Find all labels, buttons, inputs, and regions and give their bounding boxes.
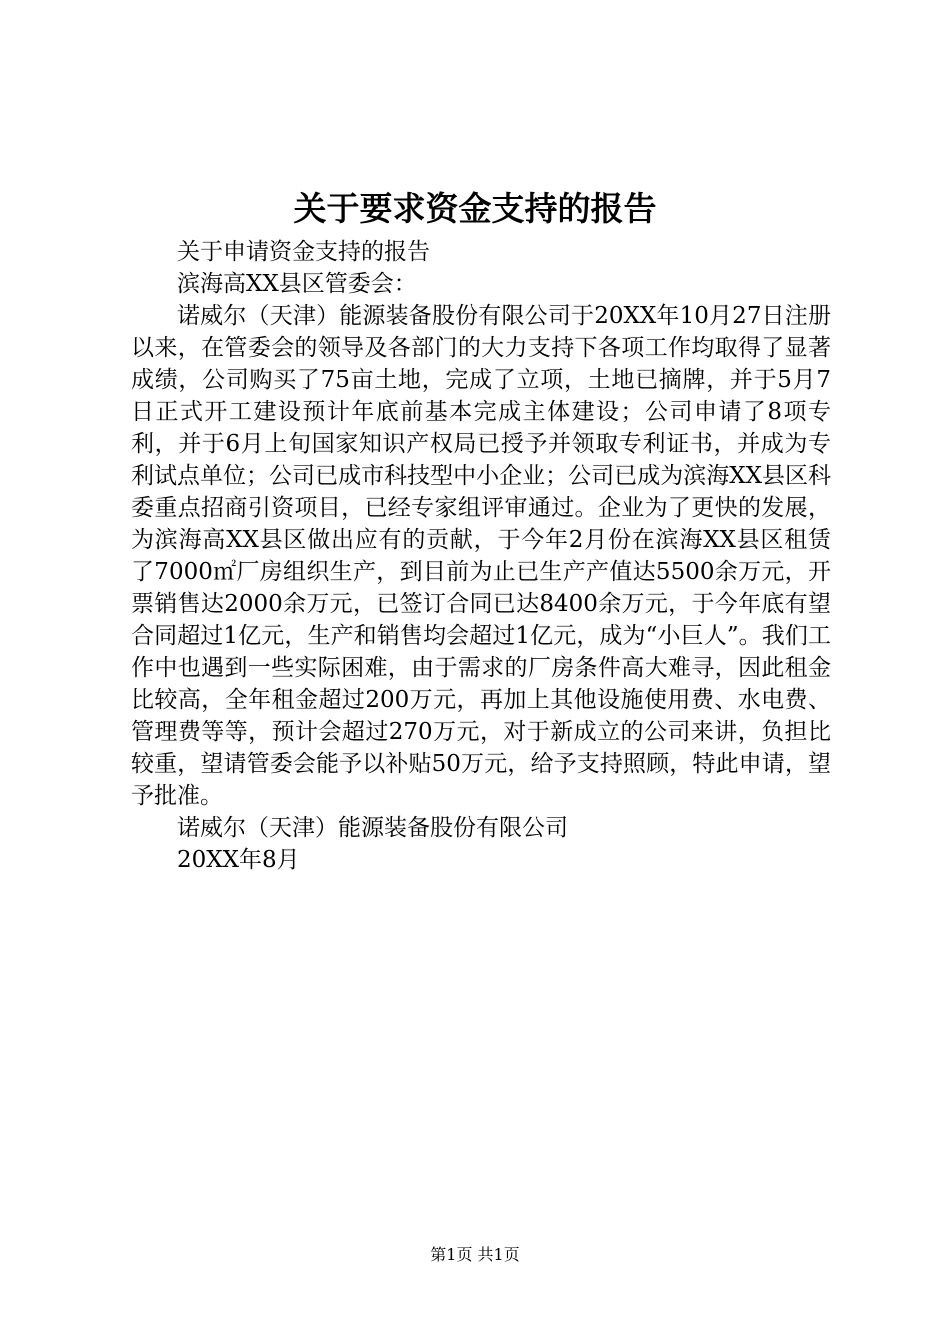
document-content	[131, 236, 831, 876]
document-subtitle: 关于申请资金支持的报告	[177, 239, 430, 265]
body-paragraph: 诺威尔（天津）能源装备股份有限公司于20XX年10月27日注册以来，在管委会的领导及各部门的大力支持下各项工作均取得了显著成绩，公司购买了75亩土地，完成了立项，土地已摘牌，并于5月7日正式开工建设预计年底前基本完成主体建设；公司申请了8项专利，并于6月上旬国家知识产权局已授予并领取专利证书，并成为专利试点单位；公司已成市科技型中小企业；公司已成为滨海XX县区科委重点招商引资项目，已经专家组评审通过。企业为了更快的发展，为滨海高XX县区做出应有的贡献，于今年2月份在滨海XX县区租赁了7000㎡厂房组织生产，到目前为止已生产产值达5500余万元，开票销售达2000余万元，已签订合同已达8400余万元，于今年底有望合同超过1亿元，生产和销售均会超过1亿元，成为“小巨人”。我们工作中也遇到一些实际困难，由于需求的厂房条件高大难寻，因此租金比较高，全年租金超过200万元，再加上其他设施使用费、水电费、管理费等等，预计会超过270万元，对于新成立的公司来讲，负担比较重，望请管委会能予以补贴50万元，给予支持照顾，特此申请，望予批准。	[131, 303, 831, 809]
document-title: 关于要求资金支持的报告	[293, 189, 657, 228]
document-date: 20XX年8月	[177, 847, 300, 873]
signature: 诺威尔（天津）能源装备股份有限公司	[177, 815, 568, 841]
addressee: 滨海高XX县区管委会：	[177, 271, 417, 297]
page-number: 第1页 共1页	[430, 1245, 520, 1264]
